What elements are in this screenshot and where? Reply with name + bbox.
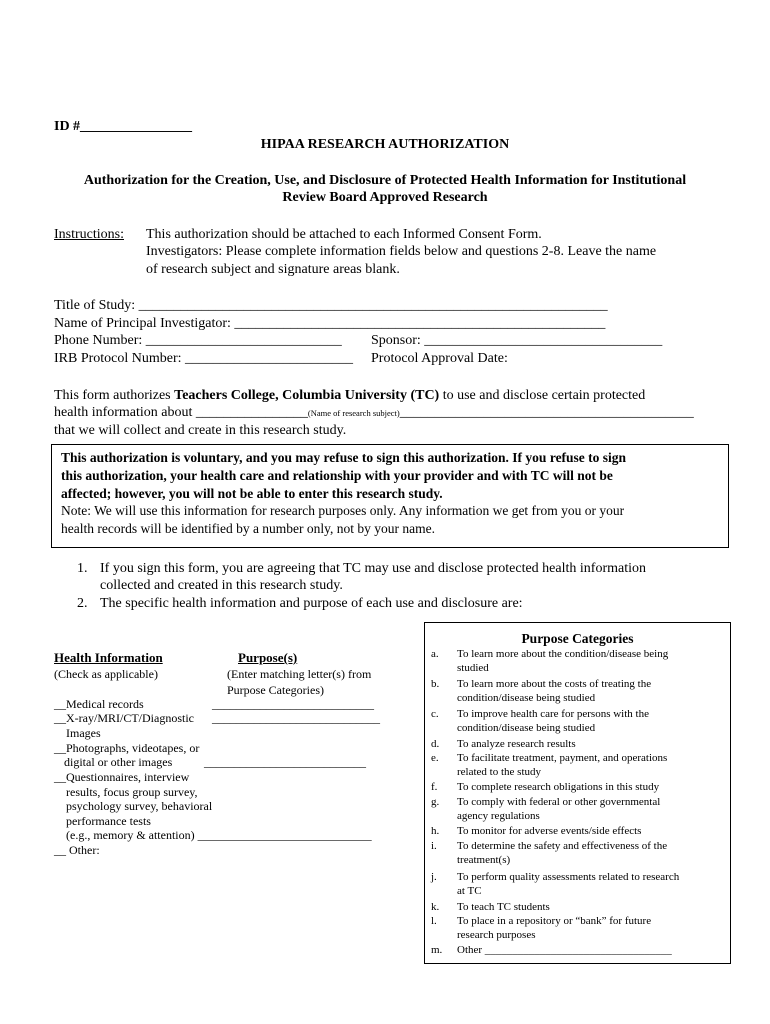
health-item-xray: __X-ray/MRI/CT/Diagnostic xyxy=(54,711,194,725)
notice-note-line2: health records will be identified by a number only, not by your name. xyxy=(61,521,436,536)
notice-note-line1: Note: We will use this information for research purposes only. Any information we get from you or your xyxy=(61,503,625,518)
health-item-photographs: __Photographs, videotapes, or xyxy=(54,741,200,755)
id-field: ID #________________ xyxy=(54,119,193,134)
instructions-label: Instructions: xyxy=(54,227,124,242)
category-a-line2: studied xyxy=(457,662,489,674)
study-title-field: Title of Study: ___________________________________________________________________ xyxy=(54,298,608,313)
category-j-line2: at TC xyxy=(457,885,482,897)
institution-name: Teachers College, Columbia University (TC) xyxy=(174,388,440,403)
notice-bold-line2: this authorization, your health care and relationship with your provider and with TC will not be xyxy=(61,468,613,483)
category-k-line1: To teach TC students xyxy=(457,901,550,913)
subject-name-blank-2: __________________________________________ xyxy=(399,405,694,420)
category-e-letter: e. xyxy=(431,752,439,764)
health-item-xray-cont: Images xyxy=(66,726,101,740)
purposes-subheader-line1: (Enter matching letter(s) from xyxy=(227,667,372,681)
category-i-letter: i. xyxy=(431,840,437,852)
health-item-photographs-cont: digital or other images xyxy=(64,755,173,769)
purpose-blank-1: ___________________________ xyxy=(212,697,374,711)
category-m-letter: m. xyxy=(431,944,443,956)
authorization-line3: that we will collect and create in this research study. xyxy=(54,423,347,438)
notice-bold-line1: This authorization is voluntary, and you may refuse to sign this authorization. If you refuse to sign xyxy=(61,450,627,465)
category-d-line1: To analyze research results xyxy=(457,738,576,750)
category-j-letter: j. xyxy=(431,871,437,883)
principal-investigator-field: Name of Principal Investigator: _____________________________________________________ xyxy=(54,316,606,331)
purpose-categories-box xyxy=(424,622,731,964)
category-g-line1: To comply with federal or other governmental xyxy=(457,796,661,808)
category-k-letter: k. xyxy=(431,901,440,913)
purpose-blank-2: ____________________________ xyxy=(212,711,380,725)
phone-number-field: Phone Number: ____________________________ xyxy=(54,333,342,348)
category-h-letter: h. xyxy=(431,825,440,837)
category-d-letter: d. xyxy=(431,738,440,750)
health-item-questionnaires-cont3: performance tests xyxy=(66,814,151,828)
category-j-line1: To perform quality assessments related to research xyxy=(457,871,680,883)
voluntary-notice-box xyxy=(51,444,729,548)
category-b-line1: To learn more about the costs of treating the xyxy=(457,678,652,690)
item-2-number: 2. xyxy=(77,596,88,611)
category-g-letter: g. xyxy=(431,796,440,808)
category-e-line1: To facilitate treatment, payment, and operations xyxy=(457,752,668,764)
health-item-medical-records: __Medical records xyxy=(54,697,144,711)
sponsor-field: Sponsor: __________________________________ xyxy=(371,333,663,348)
category-h-line1: To monitor for adverse events/side effects xyxy=(457,825,642,837)
instructions-line2: Investigators: Please complete information fields below and questions 2-8. Leave the name xyxy=(146,244,657,259)
category-a-line1: To learn more about the condition/disease being xyxy=(457,648,669,660)
category-b-line2: condition/disease being studied xyxy=(457,692,596,704)
protocol-approval-date-field: Protocol Approval Date: xyxy=(371,351,508,366)
subject-name-caption: (Name of research subject) xyxy=(307,408,400,418)
instructions-line3: of research subject and signature areas blank. xyxy=(146,262,400,277)
instructions-line1: This authorization should be attached to each Informed Consent Form. xyxy=(146,227,542,242)
authorization-pre: This form authorizes xyxy=(54,388,175,403)
item-1-line1: If you sign this form, you are agreeing that TC may use and disclose protected health information xyxy=(100,561,646,576)
health-information-header: Health Information xyxy=(54,650,163,665)
category-f-letter: f. xyxy=(431,781,438,793)
health-item-questionnaires: __Questionnaires, interview xyxy=(54,770,190,784)
health-item-questionnaires-cont4: (e.g., memory & attention) _____________________________ xyxy=(66,828,372,842)
category-f-line1: To complete research obligations in this study xyxy=(457,781,660,793)
notice-bold-line3: affected; however, you will not be able to enter this research study. xyxy=(61,486,443,501)
purposes-header: Purpose(s) xyxy=(238,650,298,665)
form-subtitle-line2: Review Board Approved Research xyxy=(282,190,488,205)
category-b-letter: b. xyxy=(431,678,440,690)
category-c-letter: c. xyxy=(431,708,439,720)
form-title: HIPAA RESEARCH AUTHORIZATION xyxy=(260,137,510,152)
item-2-line1: The specific health information and purpose of each use and disclosure are: xyxy=(100,596,523,611)
category-i-line1: To determine the safety and effectiveness of the xyxy=(457,840,668,852)
authorization-line2 xyxy=(54,405,694,421)
category-l-line1: To place in a repository or “bank” for future xyxy=(457,915,652,927)
category-l-letter: l. xyxy=(431,915,437,927)
irb-protocol-field: IRB Protocol Number: ________________________ xyxy=(54,351,354,366)
subject-name-blank: health information about ________________ xyxy=(54,405,308,420)
category-g-line2: agency regulations xyxy=(457,810,540,822)
item-1-number: 1. xyxy=(77,561,88,576)
authorization-post: to use and disclose certain protected xyxy=(439,388,646,403)
category-e-line2: related to the study xyxy=(457,766,542,778)
category-a-letter: a. xyxy=(431,648,439,660)
form-subtitle-line1: Authorization for the Creation, Use, and Disclosure of Protected Health Information for Institutional xyxy=(83,173,687,188)
purpose-blank-3: ___________________________ xyxy=(204,755,366,769)
category-i-line2: treatment(s) xyxy=(457,854,511,866)
health-information-subheader: (Check as applicable) xyxy=(54,667,158,681)
health-item-other: __ Other: xyxy=(54,843,100,857)
category-c-line1: To improve health care for persons with the xyxy=(457,708,649,720)
purposes-subheader-line2: Purpose Categories) xyxy=(227,683,324,697)
authorization-line1 xyxy=(54,388,645,404)
health-item-questionnaires-cont1: results, focus group survey, xyxy=(66,785,198,799)
item-1-line2: collected and created in this research study. xyxy=(100,578,343,593)
category-c-line2: condition/disease being studied xyxy=(457,722,596,734)
purpose-categories-title: Purpose Categories xyxy=(521,631,634,646)
category-l-line2: research purposes xyxy=(457,929,536,941)
health-item-questionnaires-cont2: psychology survey, behavioral xyxy=(66,799,213,813)
category-m-line1: Other __________________________________ xyxy=(457,944,672,956)
